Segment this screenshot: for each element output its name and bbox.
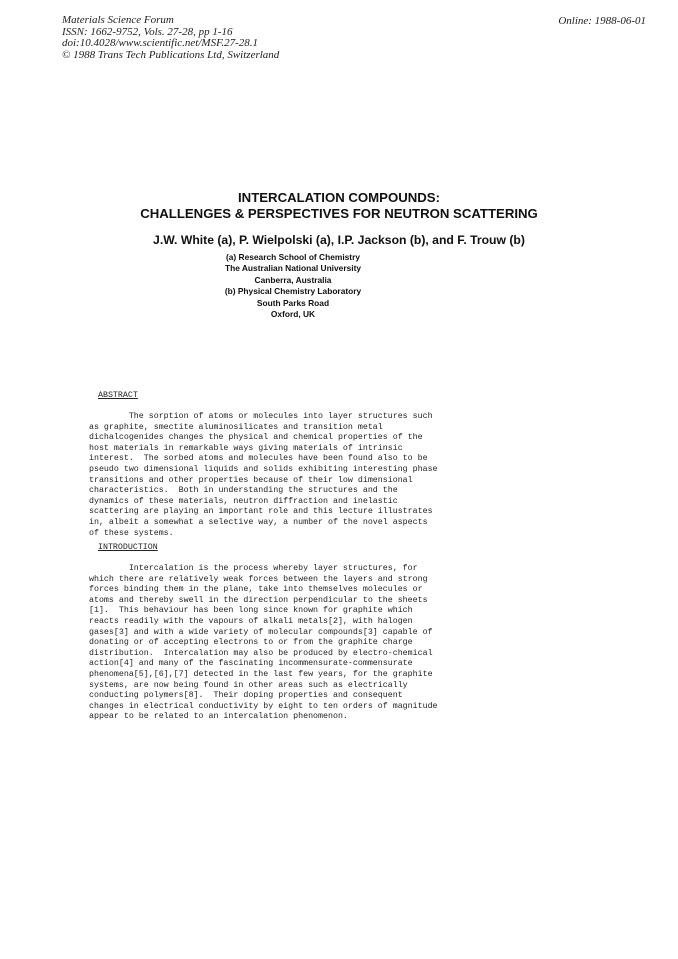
- introduction-line: atoms and thereby swell in the direction perpendicular to the sheets: [89, 595, 428, 605]
- introduction-body: [89, 564, 438, 723]
- abstract-body: [89, 412, 438, 539]
- abstract-line: of these systems.: [89, 528, 174, 538]
- affiliation-line: South Parks Road: [256, 297, 330, 308]
- introduction-line: Intercalation is the process whereby layer structures, for: [89, 564, 418, 573]
- doi-link[interactable]: doi:10.4028/www.scientific.net/MSF.27-28.1: [62, 37, 259, 50]
- abstract-line: scattering are playing an important role and this lecture illustrates: [89, 507, 433, 517]
- affiliations: [0, 252, 586, 320]
- issn-line: ISSN: 1662-9752, Vols. 27-28, pp 1-16: [62, 25, 233, 38]
- copyright-line: © 1988 Trans Tech Publications Ltd, Switzerland: [62, 48, 280, 61]
- introduction-line: which there are relatively weak forces between the layers and strong: [89, 574, 428, 584]
- abstract-line: dynamics of these materials, neutron diffraction and inelastic: [89, 496, 398, 506]
- introduction-line: conducting polymers[8]. Their doping properties and consequent: [89, 691, 403, 701]
- introduction-line: [1]. This behaviour has been long since known for graphite which: [89, 606, 413, 616]
- introduction-line: reacts readily with the vapours of alkali metals[2], with halogen: [89, 616, 413, 626]
- affiliation-line: (a) Research School of Chemistry: [225, 252, 361, 262]
- introduction-line: action[4] and many of the fascinating incommensurate-commensurate: [89, 659, 413, 669]
- abstract-line: dichalcogenides changes the physical and chemical properties of the: [89, 433, 423, 443]
- abstract-line: The sorption of atoms or molecules into layer structures such: [89, 412, 433, 421]
- abstract-line: interest. The sorbed atoms and molecules have been found also to be: [89, 454, 428, 464]
- introduction-line: phenomena[5],[6],[7] detected in the last few years, for the graphite: [89, 669, 433, 679]
- journal-header: [62, 15, 279, 61]
- introduction-line: appear to be related to an intercalation phenomenon.: [89, 712, 348, 722]
- affiliation-line: (b) Physical Chemistry Laboratory: [224, 286, 362, 297]
- abstract-line: in, albeit a somewhat a selective way, a number of the novel aspects: [89, 517, 428, 527]
- abstract-line: transitions and other properties because of their low dimensional: [89, 475, 413, 485]
- abstract-line: pseudo two dimensional liquids and solids exhibiting interesting phase: [89, 464, 438, 474]
- introduction-line: distribution. Intercalation may also be produced by electro-chemical: [89, 648, 433, 658]
- introduction-heading: INTRODUCTION: [98, 543, 158, 552]
- online-date: Online: 1988-06-01: [558, 15, 646, 27]
- introduction-line: systems, are now being found in other areas such as electrically: [89, 680, 408, 690]
- author-list: J.W. White (a), P. Wielpolski (a), I.P. Jackson (b), and F. Trouw (b): [153, 233, 525, 247]
- abstract-heading: ABSTRACT: [98, 391, 138, 400]
- introduction-line: donating or of accepting electrons to or from the graphite charge: [89, 638, 413, 648]
- introduction-line: forces binding them in the plane, take into themselves molecules or: [89, 585, 423, 595]
- affiliation-line: Canberra, Australia: [254, 274, 332, 285]
- introduction-line: changes in electrical conductivity by eight to ten orders of magnitude: [89, 701, 438, 711]
- paper-title: [0, 190, 678, 221]
- affiliation-line: Oxford, UK: [270, 309, 316, 320]
- title-line-2: CHALLENGES & PERSPECTIVES FOR NEUTRON SCATTERING: [140, 205, 538, 221]
- abstract-line: as graphite, smectite aluminosilicates and transition metal: [89, 422, 383, 432]
- abstract-line: characteristics. Both in understanding the structures and the: [89, 486, 398, 496]
- abstract-line: host materials in remarkable ways giving materials of intrinsic: [89, 443, 403, 453]
- title-line-1: INTERCALATION COMPOUNDS:: [238, 190, 440, 205]
- introduction-line: gases[3] and with a wide variety of molecular compounds[3] capable of: [89, 627, 433, 637]
- affiliation-line: The Australian National University: [224, 263, 362, 274]
- journal-name: Materials Science Forum: [62, 14, 174, 26]
